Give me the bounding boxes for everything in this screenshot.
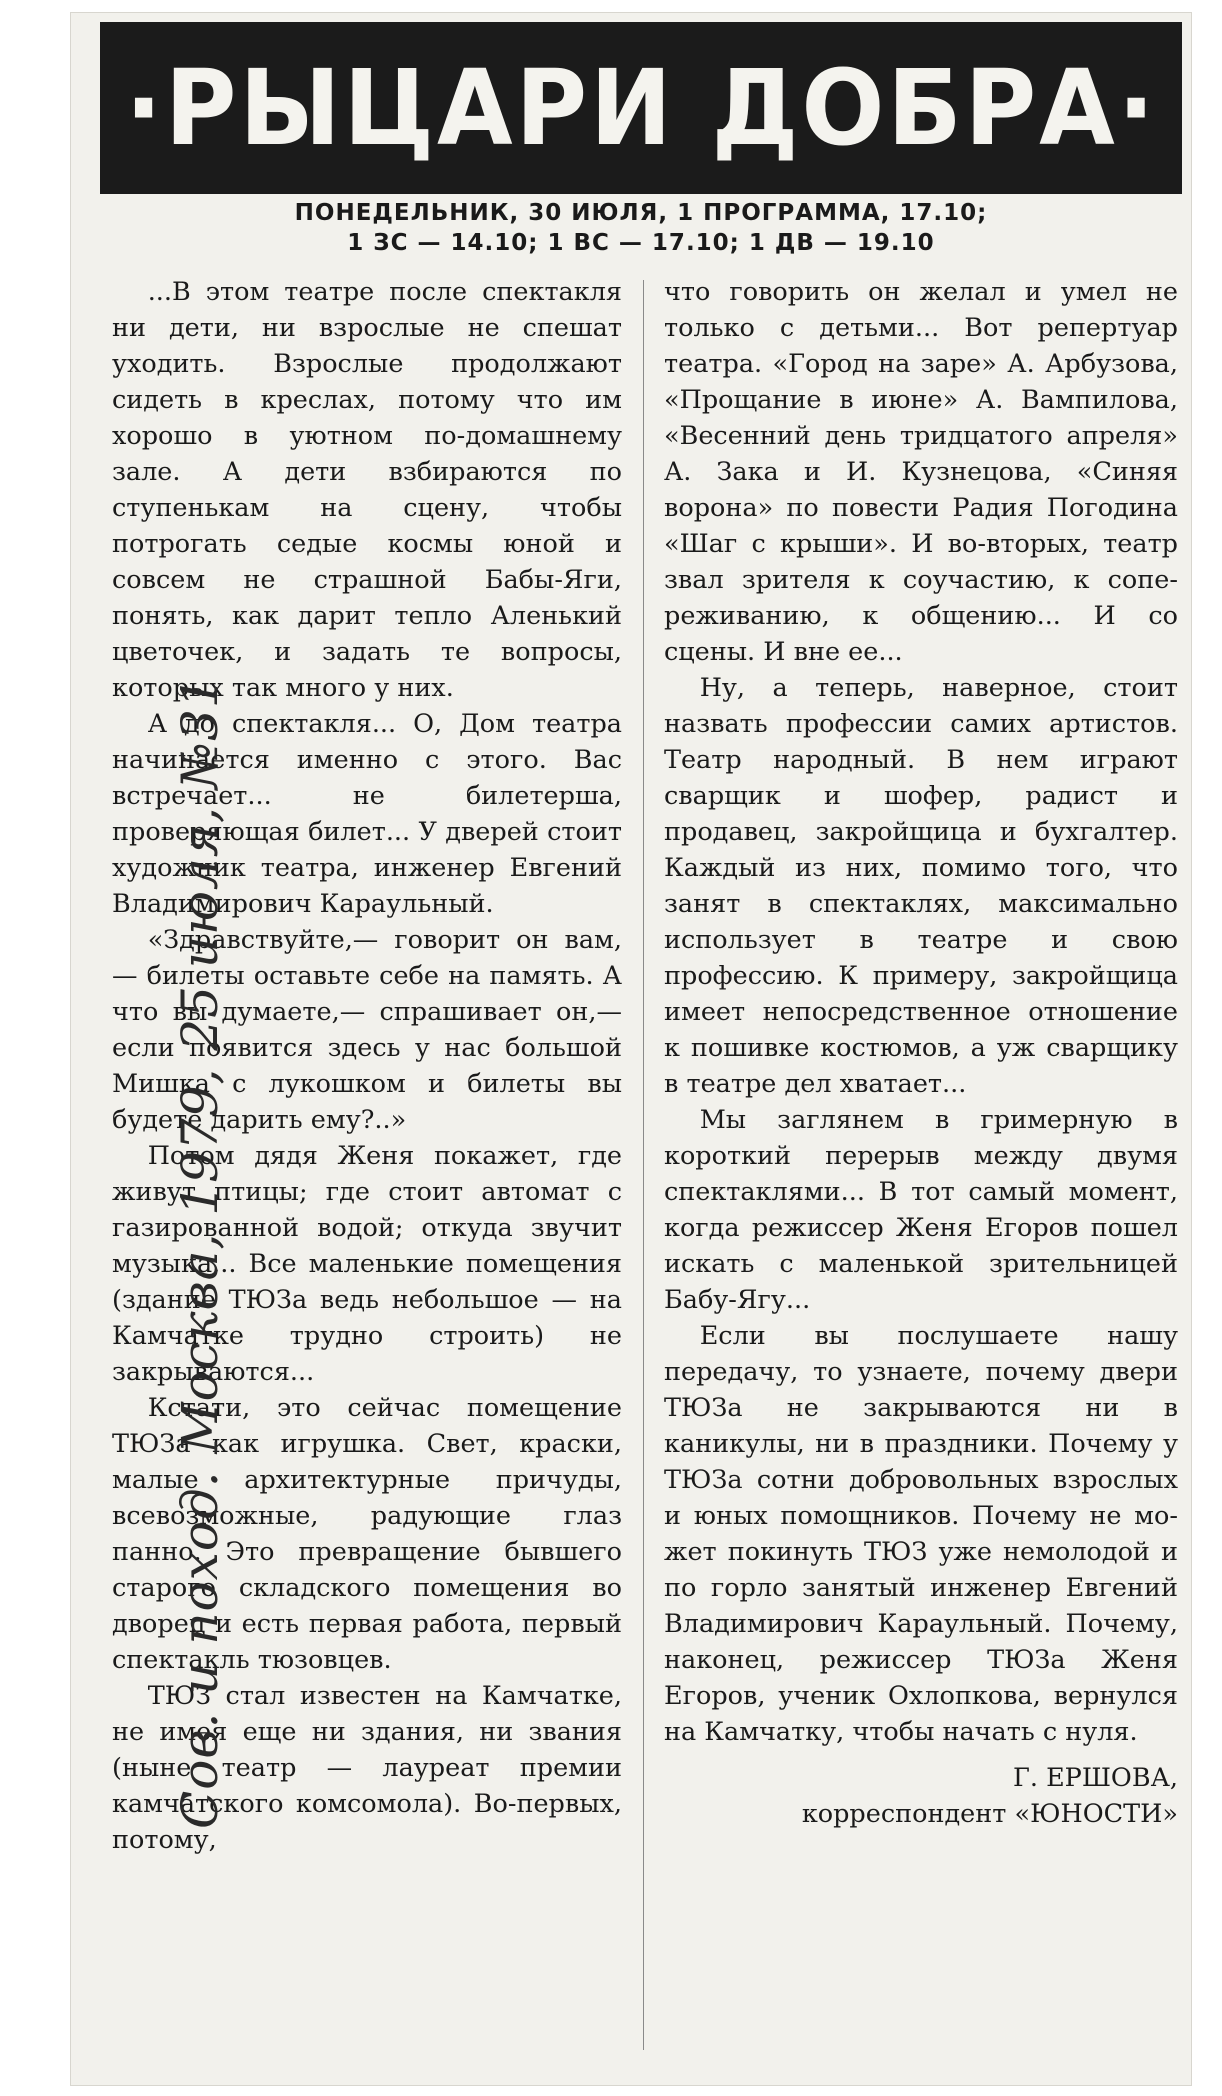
schedule-line-1: ПОНЕДЕЛЬНИК, 30 ИЮЛЯ, 1 ПРОГРАММА, 17.10; [294,200,988,226]
broadcast-schedule [100,198,1182,258]
paragraph: ...В этом театре после спектакля ни дети, ни взрослые не спешат уходить. Взрослые продолжают сидеть в креслах, потому что им хорошо в уютном по-домашнему зале. А дети взбираются по ступенькам на сцену, чтобы потрогать седые космы юной и совсем не страшной Бабы-Яги, понять, как дарит тепло Аленький цветочек, и задать те вопросы, которых так много у них. [112,277,622,703]
byline [664,1760,1178,1832]
title-banner [100,22,1182,194]
paragraph: Кстати, это сейчас помещение ТЮЗа как игрушка. Свет, краски, малые архитектурные причуды, всевозможные, радующие глаз панно. Это превращение бывшего старого складского помещения во дворец и есть первая работа, первый спектакль тюзовцев. [112,1393,622,1675]
paragraph: А до спектакля... О, Дом театра начинается именно с этого. Вас встречает... не билетерша, проверяющая билет... У дверей стоит художник театра, инженер Евгений Владимирович Караульный. [112,709,622,919]
article-title: ·РЫЦАРИ ДОБРА· [124,47,1158,169]
handwritten-source-note: Сов. и поход. Москва, 1979, 25 июля, №31 [171,675,229,1829]
paragraph: ТЮЗ стал известен на Камчатке, не имея еще ни здания, ни звания (ныне театр — лауреат премии камчатского комсомола). Во-первых, потому, [112,1681,622,1855]
right-column [664,274,1178,1832]
paragraph: Ну, а теперь, наверное, стоит назвать профессии самих артистов. Театр народный. В нем играют сварщик и шофер, радист и продавец, закройщица и бухгалтер. Каждый из них, помимо того, что занят в спектаклях, максимально использует в театре и свою профессию. К примеру, закройщица имеет непосредственное отношение к пошивке костюмов, а уж сварщику в театре дел хватает... [664,673,1178,1099]
paragraph: Потом дядя Женя покажет, где живут птицы; где стоит автомат с газированной водой; откуда звучит музыка... Все маленькие помещения (здание ТЮЗа ведь небольшое — на Камчатке трудно строить) не закрываются... [112,1141,622,1387]
paragraph: что говорить он желал и умел не только с детьми... Вот репертуар театра. «Город на заре» А. Арбузова, «Прощание в июне» А. Вампилова, «Весенний день тридцатого апреля» А. Зака и И. Кузнецова, «Синяя ворона» по повести Радия Погодина «Шаг с крыши». И во-вторых, театр звал зрителя к соучастию, к сопереживанию, к общению... И со сцены. И вне ее... [664,277,1178,667]
schedule-line-2: 1 ЗС — 14.10; 1 ВС — 17.10; 1 ДВ — 19.10 [347,230,935,256]
paragraph: Если вы послушаете нашу передачу, то узнаете, почему двери ТЮЗа не закрываются ни в каникулы, ни в праздники. Почему у ТЮЗа сотни добровольных взрослых и юных помощников. Почему не может покинуть ТЮЗ уже немолодой и по горло занятый инженер Евгений Владимирович Караульный. Почему, наконец, режиссер ТЮЗа Женя Егоров, ученик Охлопкова, вернулся на Камчатку, чтобы начать с нуля. [664,1321,1178,1747]
author-role: корреспондент «ЮНОСТИ» [801,1799,1178,1829]
paragraph: «Здравствуйте,— говорит он вам,— билеты оставьте себе на память. А что вы думаете,— спрашивает он,—если появится здесь у нас большой Мишка с лукошком и билеты вы будете дарить ему?..» [112,925,622,1135]
column-divider [643,280,644,2050]
author-name: Г. ЕРШОВА, [1012,1763,1178,1793]
paragraph: Мы заглянем в гримерную в короткий перерыв между двумя спектаклями... В тот самый момент, когда режиссер Женя Егоров пошел искать с маленькой зрительницей Бабу-Ягу... [664,1105,1178,1315]
